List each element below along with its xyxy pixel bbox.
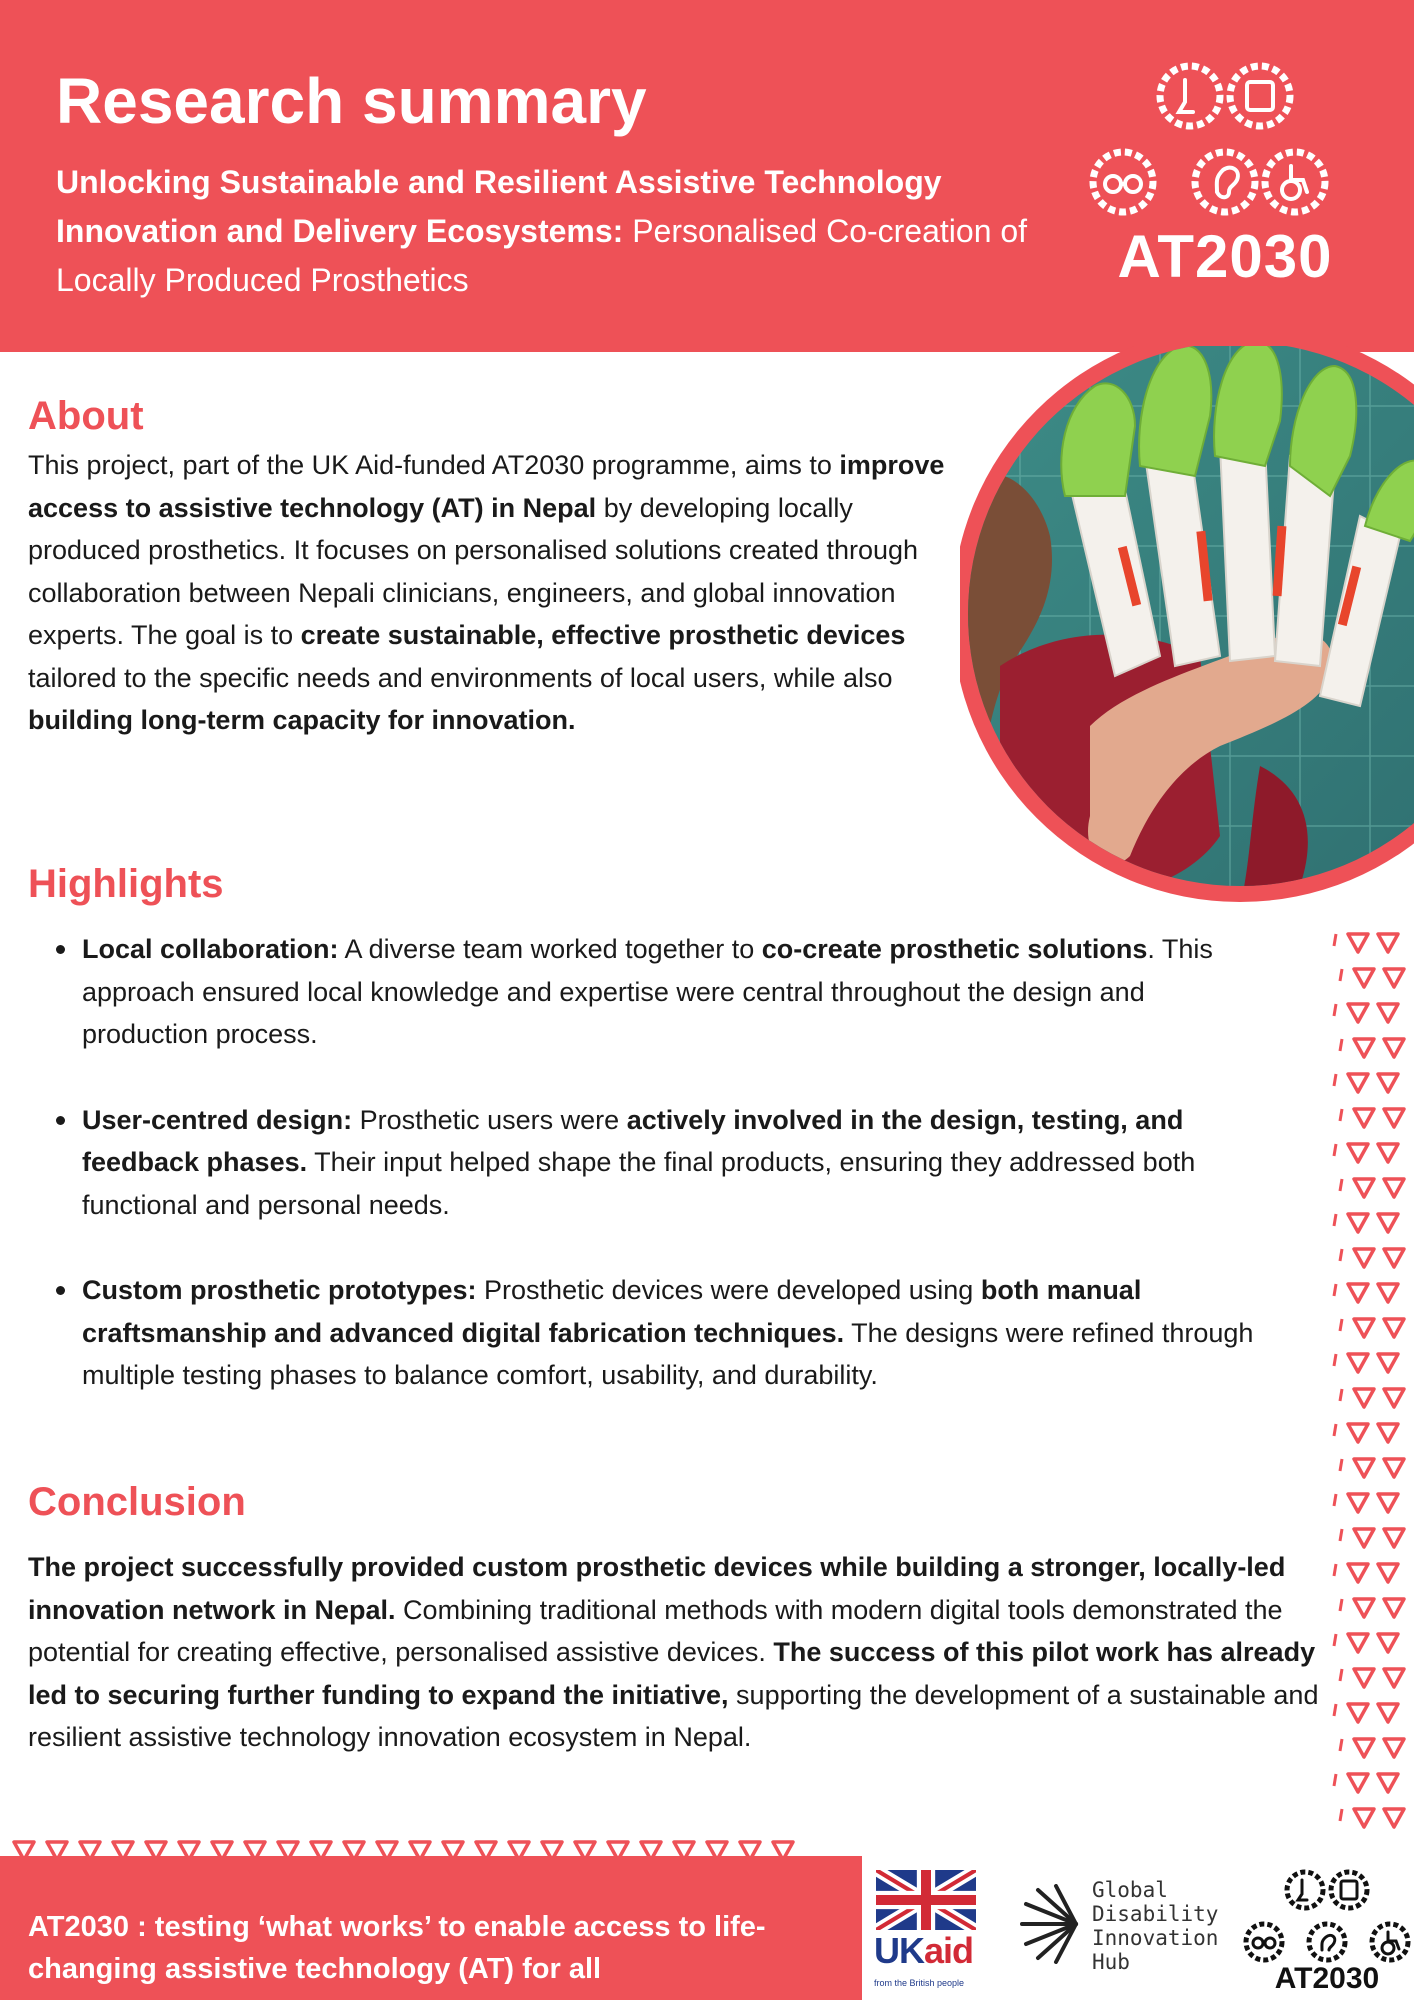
highlights-heading: Highlights [28,862,224,906]
triangle-mark [1384,1249,1404,1267]
gdi-hub-text: Global Disability Innovation Hub [1092,1878,1219,1974]
devices-icon [1341,1881,1357,1899]
conclusion-text [28,1546,1324,1759]
highlight-text: A diverse team worked together to [338,934,762,964]
wheelchair-icon [1382,1932,1399,1954]
triangle-mark [1384,1389,1404,1407]
triangle-mark [1378,1004,1398,1022]
highlights-list [56,928,1306,1440]
at2030-footer-brand: AT2030 [1274,1962,1380,1995]
tick-mark [1340,1039,1342,1051]
highlight-bold: both manual craftsmanship and advanced digital fabrication techniques. [82,1275,1142,1348]
highlight-label: User-centred design: [82,1104,353,1135]
triangle-mark [1354,1179,1374,1197]
triangle-mark [1384,1669,1404,1687]
triangle-mark [1354,1249,1374,1267]
triangle-mark [1348,1284,1368,1302]
triangle-mark [1354,1039,1374,1057]
tick-mark [1340,1389,1342,1401]
tick-mark [1334,1634,1336,1646]
tick-mark [1340,1809,1342,1821]
footer [0,1836,1414,2000]
highlight-label: Local collaboration: [82,934,339,964]
footer-bar [0,1856,862,2000]
triangle-mark [1348,934,1368,952]
tick-mark [1334,1424,1336,1436]
triangle-mark [1354,1109,1374,1127]
triangle-mark [1354,1669,1374,1687]
glasses-icon [1253,1938,1275,1948]
triangle-mark [1348,1074,1368,1092]
triangle-mark [1384,1529,1404,1547]
triangle-mark [1384,1459,1404,1477]
tick-mark [1334,934,1336,946]
triangle-mark [1384,1179,1404,1197]
tick-mark [1340,1249,1342,1261]
triangle-mark [1348,1424,1368,1442]
triangle-mark [1348,1004,1368,1022]
wheelchair-icon [1282,166,1307,199]
at2030-logo [1085,60,1365,290]
triangle-mark [1378,1284,1398,1302]
triangle-mark [1354,1529,1374,1547]
tick-mark [1340,1739,1342,1751]
tick-mark [1334,1704,1336,1716]
triangle-mark [1378,1634,1398,1652]
side-triangle-pattern [1328,922,1414,1844]
tick-mark [1334,1214,1336,1226]
triangle-mark [1354,1809,1374,1827]
triangle-mark [1378,1564,1398,1582]
conclusion-heading: Conclusion [28,1480,246,1524]
tick-mark [1340,1319,1342,1331]
tick-mark [1340,1529,1342,1541]
triangle-mark [1378,1774,1398,1792]
about-text-3: tailored to the specific needs and environments of local users, while also [28,662,893,693]
union-jack-icon [876,1870,976,1930]
ukaid-tagline: from the British people [874,1978,965,1988]
highlight-text: Prosthetic devices were developed using [476,1275,981,1305]
tick-mark [1334,1774,1336,1786]
triangle-mark [1348,1354,1368,1372]
highlight-label: Custom prosthetic prototypes: [82,1275,477,1305]
about-bold-2: create sustainable, effective prosthetic devices [300,620,906,650]
partner-logos [862,1856,1414,2000]
subtitle-bold: Unlocking Sustainable and Resilient Assistive Technology Innovation and Delivery Ecosystems: [56,164,942,249]
triangle-mark [1348,1774,1368,1792]
triangle-mark [1348,1704,1368,1722]
triangle-mark [1354,1389,1374,1407]
triangle-mark [1354,1739,1374,1757]
conclusion-bold-1: The project successfully provided custom prosthetic devices while building a stronger, locally-led innovation network in Nepal. [28,1552,1286,1625]
triangle-mark [1384,1109,1404,1127]
triangle-mark [1348,1494,1368,1512]
triangle-mark [1384,1809,1404,1827]
ukaid-aid: aid [924,1930,974,1971]
highlight-text: . This approach ensured local knowledge and expertise were central throughout the design and production process. [82,934,1213,1049]
highlight-bold: actively involved in the design, testing, and feedback phases. [82,1104,1184,1177]
about-text-2: by developing locally produced prosthetics. It focuses on personalised solutions created through collaboration between Nepali clinicians, engineers, and global innovation experts. The goal is to [28,492,919,650]
tick-mark [1340,1669,1342,1681]
ukaid-wordmark [874,1930,973,1972]
ear-icon [1322,1935,1335,1950]
tick-mark [1334,1494,1336,1506]
triangle-mark [1378,1144,1398,1162]
tick-mark [1334,1074,1336,1086]
triangle-mark [1384,1739,1404,1757]
triangle-mark [1378,1494,1398,1512]
triangle-mark [1354,1599,1374,1617]
tick-mark [1340,1599,1342,1611]
triangle-mark [1378,1704,1398,1722]
tick-mark [1334,1144,1336,1156]
at2030-brand: AT2030 [1117,223,1333,290]
at2030-footer-rings [1242,1868,1412,1968]
about-text-1: This project, part of the UK Aid-funded AT2030 programme, aims to [28,450,840,480]
triangle-mark [1348,1634,1368,1652]
triangle-mark [1384,969,1404,987]
ukaid-logo [870,1870,988,1990]
triangle-mark [1384,1039,1404,1057]
at2030-icon-rings [1085,60,1365,220]
triangle-mark [1354,1319,1374,1337]
tick-mark [1334,1354,1336,1366]
tick-mark [1334,1284,1336,1296]
tick-mark [1340,1179,1342,1191]
highlight-item-local-collaboration [56,928,1226,1056]
glasses-icon [1105,176,1141,192]
triangle-mark [1348,1144,1368,1162]
devices-icon [1247,82,1273,110]
conclusion-bold-2: The success of this pilot work has already led to securing further funding to expand the initiative, [28,1637,1316,1710]
triangle-mark [1378,1074,1398,1092]
triangle-mark [1348,1564,1368,1582]
about-bold-1: improve access to assistive technology (AT) in Nepal [28,450,945,523]
tick-mark [1334,1564,1336,1576]
highlight-bold: co-create prosthetic solutions [761,934,1148,964]
tick-mark [1340,1459,1342,1471]
about-text [28,444,948,742]
triangle-mark [1384,1319,1404,1337]
prosthetic-leg-icon [1179,80,1193,112]
tick-mark [1334,1004,1336,1016]
tick-mark [1340,969,1342,981]
triangle-mark [1348,1214,1368,1232]
triangle-mark [1378,1424,1398,1442]
footer-tagline: AT2030 : testing ‘what works’ to enable access to life-changing assistive technology (AT) for all [28,1911,766,1985]
highlight-text: Their input helped shape the final products, ensuring they addressed both functional and personal needs. [82,1147,1196,1220]
highlight-item-user-centred-design [56,1099,1226,1227]
at2030-footer-logo [1242,1868,1412,1998]
ear-icon [1217,168,1238,198]
ukaid-uk: UK [874,1930,924,1971]
highlight-text: The designs were refined through multiple testing phases to balance comfort, usability, and durability. [82,1317,1254,1390]
triangle-mark [1378,934,1398,952]
highlight-item-custom-prototypes [56,1269,1316,1397]
header-banner [0,0,1414,352]
triangle-mark [1384,1599,1404,1617]
gdi-burst-icon [1016,1884,1084,1964]
gdi-hub-logo [1016,1876,1246,1986]
conclusion-text-1: Combining traditional methods with modern digital tools demonstrated the potential for creating effective, personalised assistive devices. [28,1594,1283,1667]
highlight-text: Prosthetic users were [352,1104,627,1135]
subtitle-rest: Personalised Co-creation of Locally Produced Prosthetics [56,213,1028,298]
about-bold-3: building long-term capacity for innovation. [28,705,576,735]
triangle-mark [1354,1459,1374,1477]
page-title: Research summary [56,65,647,137]
prosthetic-leg-icon [1298,1880,1307,1900]
about-heading: About [28,394,144,438]
triangle-mark [1378,1354,1398,1372]
page-subtitle [56,158,1066,305]
tick-mark [1340,1109,1342,1121]
triangle-mark [1378,1214,1398,1232]
prosthetic-hand-photo [960,346,1414,906]
triangle-mark [1354,969,1374,987]
conclusion-text-2: supporting the development of a sustainable and resilient assistive technology innovation ecosystem in Nepal. [28,1679,1319,1752]
